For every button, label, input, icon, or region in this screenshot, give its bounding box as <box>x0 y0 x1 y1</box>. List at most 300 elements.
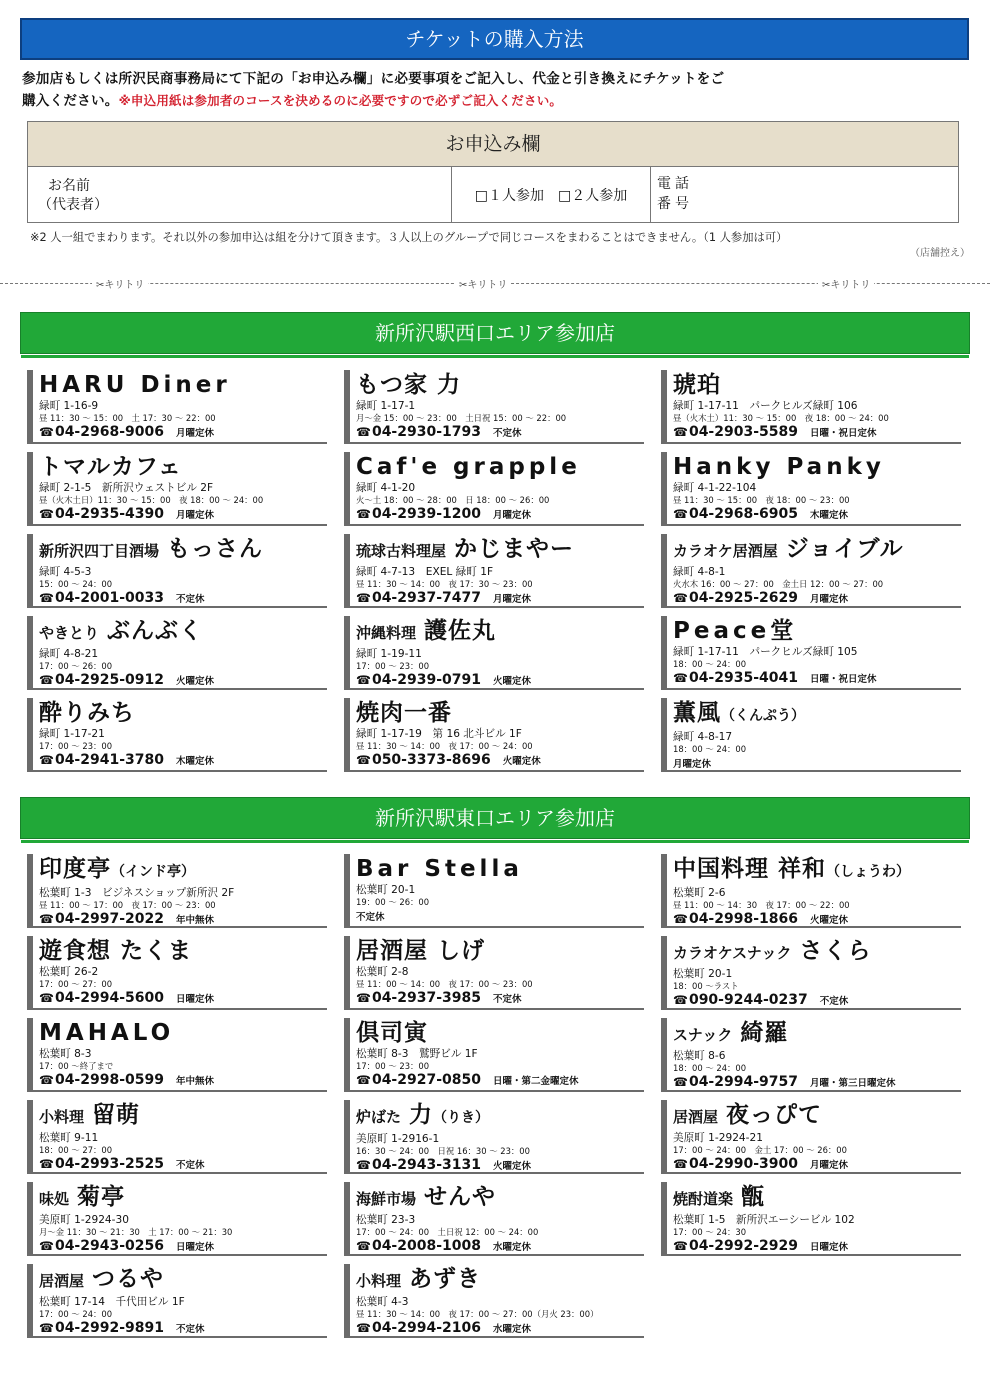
cut-label-left: ✂キリトリ <box>92 276 148 291</box>
shop-phone-line <box>356 1238 644 1256</box>
shop-name <box>356 1100 644 1133</box>
phone-icon: ☎ <box>356 507 371 521</box>
shop-card <box>344 854 644 928</box>
shop-phone: 04-2935-4041 <box>688 670 798 686</box>
shop-address: 松葉町 26-2 <box>39 966 99 978</box>
shop-hours: 18：00 ～ラスト <box>673 981 739 991</box>
representative-label: （代表者） <box>38 197 108 213</box>
phone-icon: ☎ <box>356 673 371 687</box>
shop-phone-line <box>39 752 327 770</box>
shop-phone: 04-2939-1200 <box>371 506 481 522</box>
shop-hours: 昼 11：30 ～ 15：00 土 17：30 ～ 22：00 <box>39 413 216 423</box>
phone-icon: ☎ <box>39 1157 54 1171</box>
shop-name <box>356 452 644 482</box>
shop-prefix: 海鮮市場 <box>356 1190 417 1208</box>
shop-phone-line <box>673 755 961 773</box>
shop-name-text: 倶司寅 <box>356 1020 428 1046</box>
shop-card <box>661 1100 961 1174</box>
shop-card <box>27 1182 327 1256</box>
shop-phone-line <box>673 1074 961 1092</box>
shop-prefix: 新所沢四丁目酒場 <box>39 542 160 560</box>
shop-name <box>673 534 961 566</box>
shop-name-text: 留萌 <box>92 1102 141 1128</box>
shop-address: 松葉町 1-3 ビジネスショップ新所沢 2F <box>39 887 235 899</box>
name-label: お名前 <box>48 178 90 194</box>
shop-name <box>673 1100 961 1132</box>
shop-hours: 昼（火木土）11：30 ～ 15：00 夜 18：00 ～ 24：00 <box>673 413 889 423</box>
shop-closed-day: 年中無休 <box>176 915 215 926</box>
shop-closed-day: 火曜定休 <box>502 756 541 767</box>
shop-hours: 昼 11：30 ～ 14：00 夜 17：00 ～ 24：00 <box>356 741 533 751</box>
shop-hours: 18：00 ～ 24：00 <box>673 1063 747 1073</box>
shop-address: 緑町 4-5-3 <box>39 566 92 578</box>
shop-phone-line <box>356 1072 644 1090</box>
shop-name-text: ジョイブル <box>785 536 904 562</box>
shop-name <box>356 1182 644 1214</box>
shop-phone-line <box>39 911 327 929</box>
shop-card <box>27 1100 327 1174</box>
shop-name-text: かじまやー <box>454 536 575 562</box>
shop-address: 緑町 2-1-5 新所沢ウェストビル 2F <box>39 482 214 494</box>
phone-icon: ☎ <box>356 1239 371 1253</box>
phone-icon: ☎ <box>39 673 54 687</box>
phone-icon: ☎ <box>673 591 688 605</box>
shop-phone: 04-2992-2929 <box>688 1238 798 1254</box>
shop-name <box>356 698 644 728</box>
shop-prefix: 小料理 <box>39 1108 85 1126</box>
shop-phone: 04-2994-5600 <box>54 990 164 1006</box>
shop-hours: 18：00 ～ 24：00 <box>673 744 747 754</box>
shop-phone-line <box>39 1156 327 1174</box>
shop-closed-day: 日曜・祝日定休 <box>810 428 877 439</box>
shop-prefix: カラオケスナック <box>673 944 792 962</box>
cut-label-center: ✂キリトリ <box>455 276 511 291</box>
shop-name <box>39 616 327 648</box>
shop-name-text: Peace堂 <box>673 618 798 644</box>
shop-hours: 19：00 ～ 26：00 <box>356 897 430 907</box>
shop-phone-line <box>39 590 327 608</box>
shop-address: 松葉町 2-6 <box>673 887 726 899</box>
shop-hours: 昼 11：00 ～ 14：30 夜 17：00 ～ 22：00 <box>673 900 850 910</box>
shop-closed-day: 月曜定休 <box>493 594 532 605</box>
phone-icon: ☎ <box>39 991 54 1005</box>
shop-phone-line <box>356 990 644 1008</box>
phone-label-2: 番号 <box>657 196 693 212</box>
shop-phone-line <box>39 506 327 524</box>
shop-name-text: せんや <box>424 1184 497 1210</box>
phone-icon: ☎ <box>356 1321 371 1335</box>
shop-hours: 17：00 ～ 24：00 <box>39 1309 113 1319</box>
phone-icon: ☎ <box>673 1239 688 1253</box>
phone-icon: ☎ <box>673 1075 688 1089</box>
shop-phone: 04-2943-3131 <box>371 1157 481 1173</box>
shop-phone-line <box>356 1320 644 1338</box>
shop-name <box>39 854 327 887</box>
shop-card <box>27 854 327 928</box>
shop-name-text: ぶんぶく <box>107 618 204 644</box>
application-form <box>27 121 959 223</box>
one-person-checkbox[interactable]: □１人参加 <box>474 188 544 204</box>
shop-closed-day: 火曜定休 <box>493 676 532 687</box>
shop-closed-day: 不定休 <box>176 1324 205 1335</box>
phone-icon: ☎ <box>673 912 688 926</box>
shop-closed-day: 月曜定休 <box>810 1160 849 1171</box>
shop-card <box>661 452 961 526</box>
shop-name-reading: （りき） <box>433 1110 490 1126</box>
shop-phone-line <box>673 1156 961 1174</box>
shop-name-text: MAHALO <box>39 1020 175 1046</box>
shop-phone: 04-2930-1793 <box>371 424 481 440</box>
shop-card <box>661 698 961 772</box>
cut-label-right: ✂キリトリ <box>818 276 874 291</box>
shop-address: 美原町 1-2924-30 <box>39 1214 129 1226</box>
shop-closed-day: 月曜定休 <box>810 594 849 605</box>
phone-icon: ☎ <box>673 993 688 1007</box>
shop-phone-line <box>356 908 644 926</box>
phone-icon: ☎ <box>673 507 688 521</box>
shop-phone: 04-2903-5589 <box>688 424 798 440</box>
shop-name <box>356 616 644 648</box>
shop-phone-line <box>39 1072 327 1090</box>
shop-card <box>344 936 644 1010</box>
shop-name <box>673 1182 961 1214</box>
shop-phone-line <box>356 590 644 608</box>
shop-address: 緑町 4-1-20 <box>356 482 416 494</box>
shop-address: 美原町 1-2916-1 <box>356 1133 440 1145</box>
shop-address: 松葉町 2-8 <box>356 966 409 978</box>
shop-hours: 17：00 ～ 23：00 <box>39 741 113 751</box>
shop-name <box>673 698 961 731</box>
shop-phone-line <box>39 990 327 1008</box>
shop-address: 松葉町 23-3 <box>356 1214 416 1226</box>
shop-phone-line <box>39 424 327 442</box>
shop-phone-line <box>356 752 644 770</box>
application-form-row <box>28 167 958 223</box>
phone-icon: ☎ <box>39 507 54 521</box>
shop-name <box>356 1018 644 1048</box>
shop-phone-line <box>673 911 961 929</box>
shop-address: 緑町 4-8-1 <box>673 566 726 578</box>
shop-hours: 17：00 ～ 23：00 <box>356 661 430 671</box>
phone-icon: ☎ <box>39 1321 54 1335</box>
shop-phone-line <box>673 992 961 1010</box>
phone-icon: ☎ <box>356 425 371 439</box>
shop-address: 緑町 4-7-13 EXEL 緑町 1F <box>356 566 494 578</box>
shop-name-text: つるや <box>92 1266 165 1292</box>
shop-phone-line <box>39 672 327 690</box>
shop-address: 緑町 4-1-22-104 <box>673 482 757 494</box>
shop-name-text: 菊亭 <box>77 1184 126 1210</box>
phone-icon: ☎ <box>39 1239 54 1253</box>
phone-icon: ☎ <box>356 1073 371 1087</box>
shop-card <box>27 370 327 444</box>
shop-phone: 090-9244-0237 <box>688 992 808 1008</box>
shop-address: 緑町 1-17-11 パークヒルズ緑町 105 <box>673 646 858 658</box>
shop-address: 緑町 4-8-17 <box>673 731 733 743</box>
shop-name <box>356 1264 644 1296</box>
shop-phone: 04-2925-0912 <box>54 672 164 688</box>
shop-prefix: 小料理 <box>356 1272 402 1290</box>
shop-name-text: Hanky Panky <box>673 454 885 480</box>
shop-hours: 18：00 ～ 24：00 <box>673 659 747 669</box>
shop-name-text: Caf'e grapple <box>356 454 581 480</box>
shop-closed-day: 水曜定休 <box>493 1324 532 1335</box>
shop-prefix: 沖縄料理 <box>356 624 417 642</box>
shop-hours: 月～金 15：00 ～ 23：00 土日祝 15：00 ～ 22：00 <box>356 413 567 423</box>
shop-name-reading: （インド亭） <box>111 864 195 880</box>
shop-card <box>661 936 961 1010</box>
shop-card <box>344 1264 644 1338</box>
shop-card <box>661 370 961 444</box>
shop-name <box>39 1264 327 1296</box>
west-area-header: 新所沢駅西口エリア参加店 <box>20 312 970 354</box>
shop-name-text: 綺羅 <box>740 1020 789 1046</box>
shop-hours: 昼 11：00 ～ 14：00 夜 17：00 ～ 23：00 <box>356 979 533 989</box>
shop-name-text: さくら <box>799 938 872 964</box>
shop-phone: 04-2927-0850 <box>371 1072 481 1088</box>
shop-name <box>673 1018 961 1050</box>
shop-name <box>673 452 961 482</box>
shop-prefix: 焼酎道楽 <box>673 1190 734 1208</box>
phone-icon: ☎ <box>356 591 371 605</box>
shop-address: 松葉町 20-1 <box>356 884 416 896</box>
ticket-purchase-header: チケットの購入方法 <box>20 18 969 60</box>
shop-name-text: 印度亭 <box>39 856 111 882</box>
shop-name-text: 酔りみち <box>39 700 135 726</box>
shop-phone-line <box>673 670 961 688</box>
shop-name <box>39 370 327 400</box>
shop-card <box>344 1100 644 1174</box>
shop-name <box>39 452 327 482</box>
shop-name <box>39 936 327 966</box>
shop-name <box>39 1182 327 1214</box>
shop-closed-day: 不定休 <box>819 996 849 1007</box>
shop-phone: 04-2990-3900 <box>688 1156 798 1172</box>
shop-name-text: 夜っぴて <box>726 1102 823 1128</box>
shop-address: 松葉町 4-3 <box>356 1296 409 1308</box>
shop-phone: 04-2941-3780 <box>54 752 164 768</box>
shop-phone: 04-2992-9891 <box>54 1320 164 1336</box>
phone-icon: ☎ <box>673 671 688 685</box>
intro-required-note: ※申込用紙は参加者のコースを決めるのに必要ですので必ずご記入ください。 <box>118 93 563 108</box>
purchase-instructions <box>22 68 972 112</box>
two-person-checkbox[interactable]: □２人参加 <box>558 188 628 204</box>
shop-name-text: 遊食想 たくま <box>39 938 193 964</box>
intro-line-2-text: 購入ください。 <box>22 93 119 109</box>
shop-closed-day: 火曜定休 <box>176 676 215 687</box>
shop-name-text: 護佐丸 <box>424 618 497 644</box>
phone-field[interactable] <box>651 167 958 223</box>
phone-icon: ☎ <box>673 425 688 439</box>
phone-label-1: 電話 <box>657 176 693 192</box>
shop-closed-day: 年中無休 <box>176 1076 215 1087</box>
shop-closed-day: 日曜・第二金曜定休 <box>493 1076 579 1087</box>
shop-hours: 18：00 ～ 27：00 <box>39 1145 113 1155</box>
shop-phone: 04-2937-3985 <box>371 990 481 1006</box>
shop-name-text: 居酒屋 しげ <box>356 938 486 964</box>
shop-prefix: 味処 <box>39 1190 70 1208</box>
shop-closed-day: 月曜定休 <box>493 510 532 521</box>
store-copy-label: （店舗控え） <box>910 248 970 259</box>
shop-phone: 04-2993-2525 <box>54 1156 164 1172</box>
shop-phone: 04-2968-9006 <box>54 424 164 440</box>
shop-name <box>673 370 961 400</box>
shop-phone: 04-2994-9757 <box>688 1074 798 1090</box>
shop-hours: 17：00 ～ 26：00 <box>39 661 113 671</box>
shop-prefix: 居酒屋 <box>39 1272 85 1290</box>
phone-icon: ☎ <box>673 1157 688 1171</box>
shop-address: 松葉町 9-11 <box>39 1132 99 1144</box>
name-field[interactable] <box>28 167 452 223</box>
shop-card <box>27 1264 327 1338</box>
shop-phone: 04-2943-0256 <box>54 1238 164 1254</box>
phone-icon: ☎ <box>356 991 371 1005</box>
shop-card <box>344 1018 644 1092</box>
shop-hours: 火～土 18：00 ～ 28：00 日 18：00 ～ 26：00 <box>356 495 550 505</box>
shop-address: 松葉町 1-5 新所沢エーシービル 102 <box>673 1214 855 1226</box>
shop-name-text: トマルカフェ <box>39 454 182 480</box>
shop-name <box>39 534 327 566</box>
shop-name-text: Bar Stella <box>356 856 523 882</box>
shop-name <box>673 936 961 968</box>
shop-phone: 04-2994-2106 <box>371 1320 481 1336</box>
shop-name-text: 焼肉一番 <box>356 700 452 726</box>
east-area-header: 新所沢駅東口エリア参加店 <box>20 797 970 839</box>
shop-card <box>344 534 644 608</box>
shop-name <box>39 1100 327 1132</box>
shop-phone: 04-2008-1008 <box>371 1238 481 1254</box>
shop-address: 松葉町 17-14 千代田ビル 1F <box>39 1296 185 1308</box>
shop-card <box>27 616 327 690</box>
shop-hours: 17：00 ～ 27：00 <box>39 979 113 989</box>
shop-prefix: 琉球古料理屋 <box>356 542 447 560</box>
shop-phone: 04-2937-7477 <box>371 590 481 606</box>
phone-icon: ☎ <box>39 591 54 605</box>
shop-closed-day: 日曜・祝日定休 <box>810 674 877 685</box>
shop-phone: 04-2997-2022 <box>54 911 164 927</box>
shop-prefix: カラオケ居酒屋 <box>673 542 778 560</box>
shop-name-reading: （しょうわ） <box>826 864 911 880</box>
shop-hours: 17：00 ～ 24：30 <box>673 1227 747 1237</box>
shop-closed-day: 月曜定休 <box>176 510 215 521</box>
shop-phone-line <box>673 1238 961 1256</box>
shop-name <box>673 854 961 887</box>
shop-name-reading: （くんぷう） <box>721 708 805 724</box>
shop-name-text: 中国料理 祥和 <box>673 856 827 882</box>
phone-icon: ☎ <box>356 753 371 767</box>
shop-name <box>356 370 644 400</box>
shop-hours: 昼 11：00 ～ 17：00 夜 17：00 ～ 23：00 <box>39 900 216 910</box>
group-note: ※2 人一組でまわります。それ以外の参加申込は組を分けて頂きます。３人以上のグループで同じコースをまわることはできません。（1 人参加は可） <box>30 231 788 244</box>
shop-closed-day: 日曜定休 <box>176 1242 215 1253</box>
shop-hours: 17：00 ～終了まで <box>39 1061 114 1071</box>
shop-hours: 昼 11：30 ～ 14：00 夜 17：00 ～ 27：00（月火 23：00） <box>356 1309 599 1319</box>
shop-card <box>27 936 327 1010</box>
intro-line-2 <box>22 90 972 112</box>
participation-choice <box>452 167 651 223</box>
shop-phone: 04-2998-1866 <box>688 911 798 927</box>
shop-card <box>661 1018 961 1092</box>
shop-card <box>344 1182 644 1256</box>
shop-phone: 04-2001-0033 <box>54 590 164 606</box>
shop-address: 緑町 1-17-21 <box>39 728 105 740</box>
shop-name-text: もっさん <box>167 536 264 562</box>
shop-closed-day: 日曜定休 <box>176 994 215 1005</box>
shop-phone: 04-2998-0599 <box>54 1072 164 1088</box>
shop-closed-day: 月曜定休 <box>176 428 215 439</box>
shop-card <box>344 370 644 444</box>
shop-phone-line <box>39 1320 327 1338</box>
shop-address: 松葉町 20-1 <box>673 968 733 980</box>
shop-prefix: 炉ばた <box>356 1108 402 1126</box>
shop-closed-day: 月曜定休 <box>673 759 712 770</box>
shop-address: 緑町 1-16-9 <box>39 400 99 412</box>
shop-address: 松葉町 8-6 <box>673 1050 726 1062</box>
phone-icon: ☎ <box>39 753 54 767</box>
shop-name-text: 薫風 <box>673 700 721 726</box>
shop-card <box>27 452 327 526</box>
shop-prefix: 居酒屋 <box>673 1108 719 1126</box>
shop-card <box>27 698 327 772</box>
intro-line-1: 参加店もしくは所沢民商事務局にて下記の「お申込み欄」に必要事項をご記入し、代金と引き換えにチケットをご <box>22 71 725 87</box>
shop-card <box>344 452 644 526</box>
shop-closed-day: 不定休 <box>493 994 522 1005</box>
shop-card <box>661 616 961 690</box>
shop-card <box>27 534 327 608</box>
shop-closed-day: 火曜定休 <box>810 915 849 926</box>
shop-phone-line <box>356 1157 644 1175</box>
shop-hours: 17：00 ～ 23：00 <box>356 1061 430 1071</box>
shop-phone: 04-2968-6905 <box>688 506 798 522</box>
shop-name <box>39 698 327 728</box>
shop-name-text: 力 <box>409 1102 434 1128</box>
shop-name <box>356 854 644 884</box>
shop-phone-line <box>673 424 961 442</box>
shop-name <box>356 534 644 566</box>
shop-closed-day: 不定休 <box>356 912 385 923</box>
shop-closed-day: 水曜定休 <box>493 1242 532 1253</box>
phone-icon: ☎ <box>356 1158 371 1172</box>
phone-icon: ☎ <box>39 1073 54 1087</box>
shop-card <box>661 1182 961 1256</box>
shop-closed-day: 不定休 <box>493 428 522 439</box>
shop-closed-day: 不定休 <box>176 1160 205 1171</box>
cut-line <box>0 276 990 290</box>
shop-address: 緑町 1-17-1 <box>356 400 416 412</box>
application-form-title: お申込み欄 <box>28 122 958 167</box>
shop-phone-line <box>356 424 644 442</box>
shop-card <box>27 1018 327 1092</box>
shop-phone-line <box>356 506 644 524</box>
shop-hours: 昼 11：30 ～ 14：00 夜 17：30 ～ 23：00 <box>356 579 533 589</box>
shop-phone: 050-3373-8696 <box>371 752 491 768</box>
shop-hours: 月～金 11：30 ～ 21：30 土 17：00 ～ 21：30 <box>39 1227 233 1237</box>
shop-name <box>356 936 644 966</box>
phone-icon: ☎ <box>39 425 54 439</box>
shop-hours: 16：30 ～ 24：00 日祝 16：30 ～ 23：00 <box>356 1146 530 1156</box>
shop-phone: 04-2939-0791 <box>371 672 481 688</box>
shop-hours: 昼 11：30 ～ 15：00 夜 18：00 ～ 23：00 <box>673 495 850 505</box>
shop-prefix: スナック <box>673 1026 733 1044</box>
shop-phone-line <box>356 672 644 690</box>
shop-name-text: 甑 <box>741 1184 766 1210</box>
shop-phone: 04-2925-2629 <box>688 590 798 606</box>
shop-hours: 火水木 16：00 ～ 27：00 金土日 12：00 ～ 27：00 <box>673 579 884 589</box>
shop-phone-line <box>673 590 961 608</box>
shop-name-text: もつ家 力 <box>356 372 462 398</box>
shop-closed-day: 月曜・第三日曜定休 <box>810 1078 896 1089</box>
shop-prefix: やきとり <box>39 624 100 642</box>
